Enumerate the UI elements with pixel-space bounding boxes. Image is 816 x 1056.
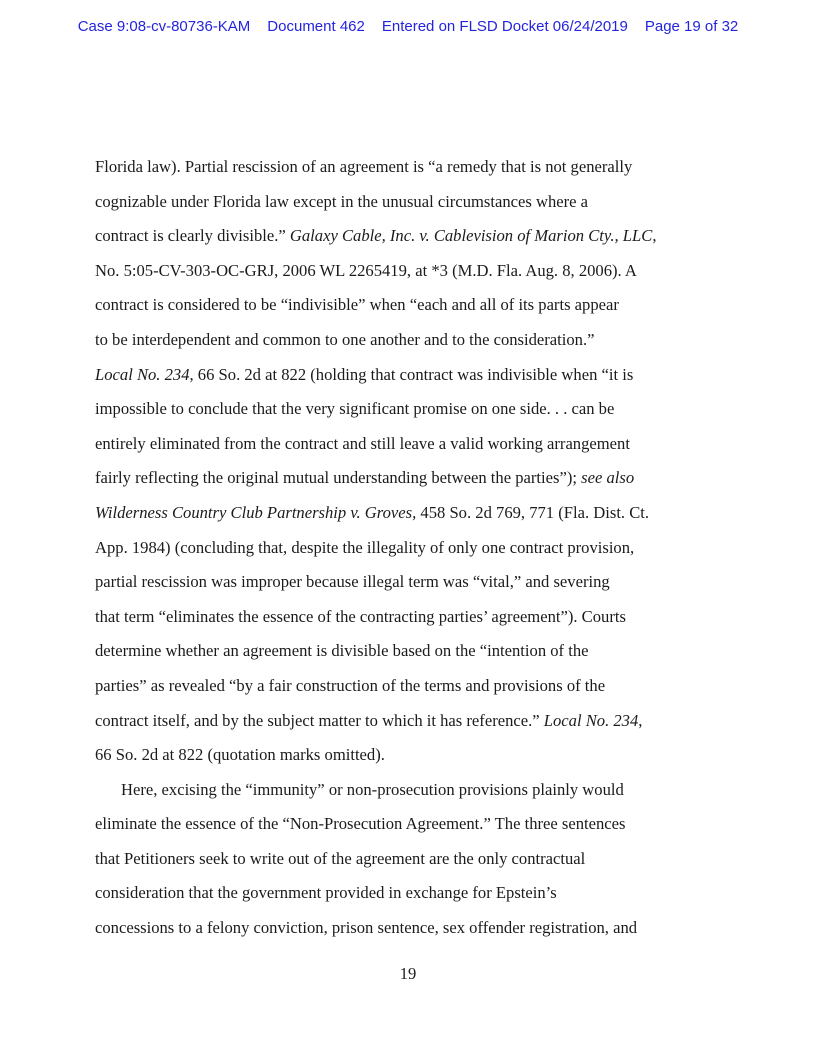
text-run: contract is clearly divisible.” xyxy=(95,226,290,246)
text-run: concessions to a felony conviction, prison sentence, sex offender registration, and xyxy=(95,918,638,938)
citation-italic: Local No. 234 xyxy=(95,364,190,384)
page-number: 19 xyxy=(399,964,417,983)
text-line xyxy=(95,565,755,600)
text-line xyxy=(95,323,755,358)
text-run: contract itself, and by the subject matter to which it has reference.” xyxy=(95,710,544,730)
text-run: entirely eliminated from the contract and still leave a valid working arrangement xyxy=(95,433,630,453)
text-run: , 66 So. 2d at 822 (holding that contract was indivisible when “it is xyxy=(189,364,634,384)
text-line xyxy=(95,773,755,808)
text-line xyxy=(95,358,755,393)
text-line xyxy=(95,738,755,773)
case-header-segment: Page 19 of 32 xyxy=(644,18,739,35)
case-header xyxy=(0,18,816,36)
text-line xyxy=(95,807,755,842)
citation-italic: Galaxy Cable, Inc. v. Cablevision of Marion Cty., LLC xyxy=(289,226,653,246)
text-run: parties” as revealed “by a fair construction of the terms and provisions of the xyxy=(95,675,606,695)
text-line xyxy=(95,634,755,669)
text-line xyxy=(95,254,755,289)
text-line xyxy=(95,876,755,911)
text-line xyxy=(95,392,755,427)
text-line xyxy=(95,911,755,946)
text-line xyxy=(95,150,755,185)
text-line xyxy=(95,531,755,566)
text-run: fairly reflecting the original mutual understanding between the parties”); xyxy=(95,468,582,488)
text-line xyxy=(95,427,755,462)
citation-italic: Local No. 234 xyxy=(543,710,639,730)
text-line xyxy=(95,842,755,877)
text-run: Here, excising the “immunity” or non-prosecution provisions plainly would xyxy=(121,779,624,799)
text-line xyxy=(95,185,755,220)
text-run: , xyxy=(652,226,657,246)
text-run: Florida law). Partial rescission of an agreement is “a remedy that is not generally xyxy=(95,157,633,176)
citation-italic: Wilderness Country Club Partnership v. Groves, xyxy=(95,502,417,522)
text-run: cognizable under Florida law except in the unusual circumstances where a xyxy=(95,191,589,211)
body-text xyxy=(95,150,755,946)
text-run: that Petitioners seek to write out of the agreement are the only contractual xyxy=(95,848,586,868)
text-run: 66 So. 2d at 822 (quotation marks omitted). xyxy=(95,745,385,765)
text-run: partial rescission was improper because illegal term was “vital,” and severing xyxy=(95,572,610,592)
text-line xyxy=(95,496,755,531)
text-line xyxy=(95,600,755,635)
case-header-segment: Case 9:08-cv-80736-KAM xyxy=(77,18,251,35)
text-run: 458 So. 2d 769, 771 (Fla. Dist. Ct. xyxy=(416,502,650,522)
citation-italic: see also xyxy=(581,468,635,488)
text-line xyxy=(95,219,755,254)
text-run: App. 1984) (concluding that, despite the illegality of only one contract provision, xyxy=(95,537,635,557)
text-run: to be interdependent and common to one another and to the consideration.” xyxy=(95,329,595,349)
text-run: contract is considered to be “indivisible” when “each and all of its parts appear xyxy=(95,295,619,315)
text-run: eliminate the essence of the “Non-Prosecution Agreement.” The three sentences xyxy=(95,814,626,834)
case-header-segment: Document 462 xyxy=(267,18,365,35)
text-line xyxy=(95,704,755,739)
text-run: No. 5:05-CV-303-OC-GRJ, 2006 WL 2265419, at *3 (M.D. Fla. Aug. 8, 2006). A xyxy=(95,260,637,280)
text-line xyxy=(95,288,755,323)
text-run: impossible to conclude that the very significant promise on one side. . . can be xyxy=(95,399,615,419)
text-run: determine whether an agreement is divisible based on the “intention of the xyxy=(95,641,589,661)
case-header-segment: Entered on FLSD Docket 06/24/2019 xyxy=(381,18,628,35)
text-run: , xyxy=(638,710,643,730)
text-line xyxy=(95,669,755,704)
text-run: consideration that the government provided in exchange for Epstein’s xyxy=(95,883,557,903)
text-line xyxy=(95,461,755,496)
text-run: that term “eliminates the essence of the contracting parties’ agreement”). Courts xyxy=(95,606,626,626)
